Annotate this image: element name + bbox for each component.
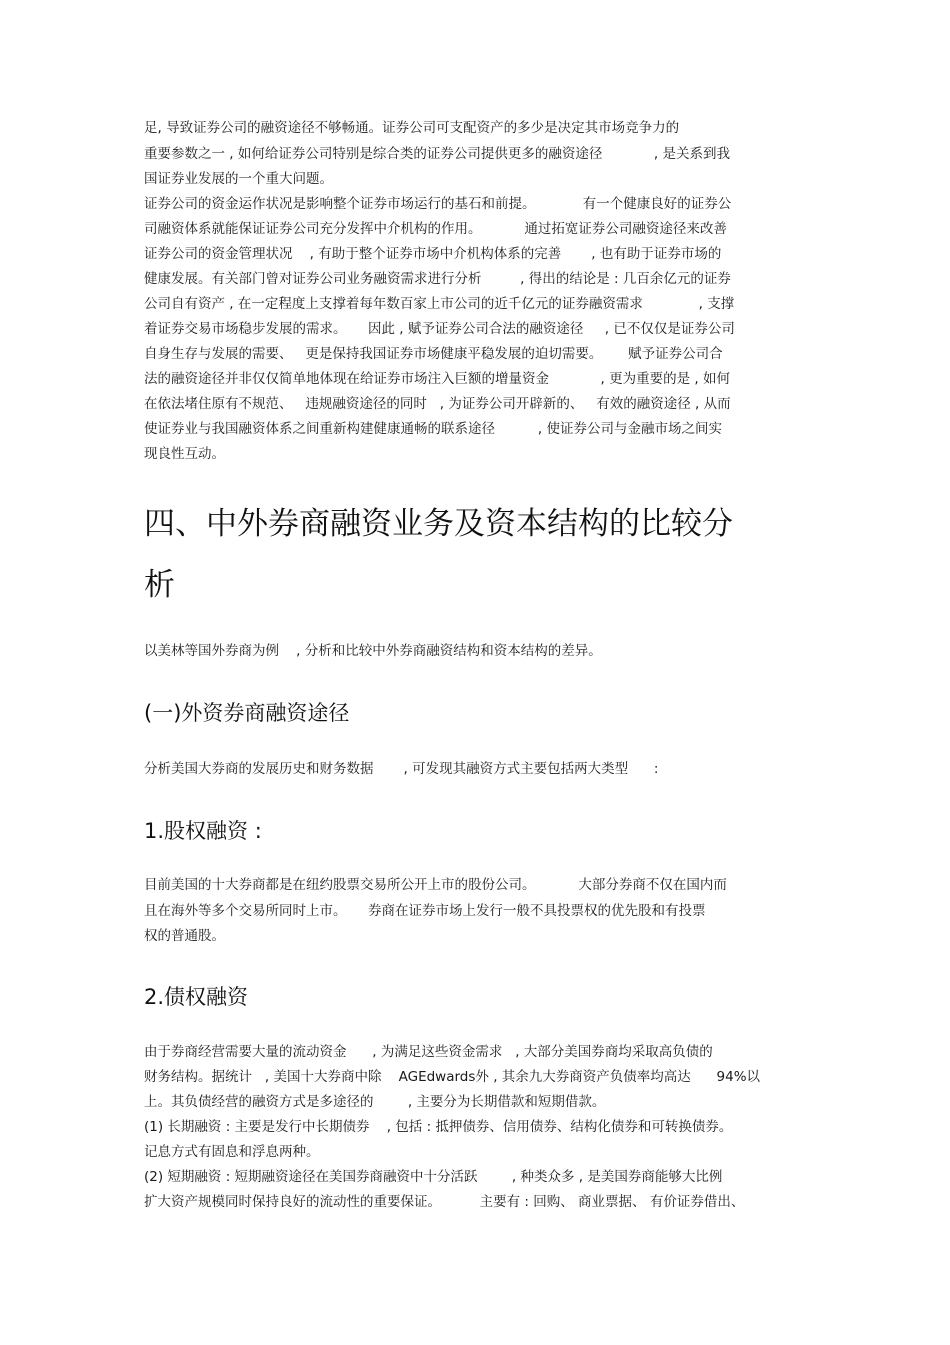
paragraph-line: 自身生存与发展的需要、 更是保持我国证券市场健康平稳发展的迫切需要。 赋予证券公司合 <box>144 346 723 362</box>
paragraph-line: 由于券商经营需要大量的流动资金 , 为满足这些资金需求 , 大部分美国券商均采取高负债的 <box>144 1044 713 1060</box>
paragraph-line: 在依法堵住原有不规范、 违规融资途径的同时 , 为证券公司开辟新的、 有效的融资途径 , 从而 <box>144 396 731 412</box>
paragraph-line: 司融资体系就能保证证券公司充分发挥中介机构的作用。 通过拓宽证券公司融资途径来改善 <box>144 221 727 237</box>
paragraph-line: 公司自有资产 , 在一定程度上支撑着每年数百家上市公司的近千亿元的证券融资需求 , 支撑 <box>144 296 735 312</box>
subheading-equity-financing: 1.股权融资 : <box>144 819 262 843</box>
paragraph-line: 目前美国的十大券商都是在纽约股票交易所公开上市的股份公司。 大部分券商不仅在国内而 <box>144 877 727 893</box>
paragraph-line: 记息方式有固息和浮息两种。 <box>144 1144 320 1160</box>
section-heading: 四、中外券商融资业务及资本结构的比较分 <box>144 506 733 542</box>
paragraph-line: 权的普通股。 <box>144 928 225 944</box>
paragraph-line: (2) 短期融资 : 短期融资途径在美国券商融资中十分活跃 , 种类众多 , 是美国券商能够大比例 <box>144 1169 723 1185</box>
subsection-heading: (一)外资券商融资途径 <box>144 701 350 725</box>
paragraph-line: 证券公司的资金管理状况 , 有助于整个证券市场中介机构体系的完善 , 也有助于证券市场的 <box>144 246 722 262</box>
intro-text: 以美林等国外券商为例 , 分析和比较中外券商融资结构和资本结构的差异。 <box>144 643 602 659</box>
subheading-debt-financing: 2.债权融资 <box>144 985 249 1009</box>
paragraph-line: 重要参数之一 , 如何给证券公司特别是综合类的证券公司提供更多的融资途径 , 是关系到我 <box>144 146 730 162</box>
paragraph-line: 足, 导致证券公司的融资途径不够畅通。证券公司可支配资产的多少是决定其市场竞争力的 <box>144 120 680 136</box>
paragraph-line: (1) 长期融资 : 主要是发行中长期债券 , 包括 : 抵押债券、信用债券、结构化债券和可转换债券。 <box>144 1119 733 1135</box>
subsection-intro: 分析美国大券商的发展历史和财务数据 , 可发现其融资方式主要包括两大类型 : <box>144 761 659 777</box>
section-heading-continued: 析 <box>144 567 175 603</box>
paragraph-line: 财务结构。据统计 , 美国十大券商中除 AGEdwards外 , 其余九大券商资产负债率均高达 94%以 <box>144 1069 761 1085</box>
paragraph-line: 证券公司的资金运作状况是影响整个证券市场运行的基石和前提。 有一个健康良好的证券公 <box>144 196 732 212</box>
paragraph-line: 着证券交易市场稳步发展的需求。 因此 , 赋予证券公司合法的融资途径 , 已不仅仅是证券公司 <box>144 321 735 337</box>
paragraph-line: 上。其负债经营的融资方式是多途径的 , 主要分为长期借款和短期借款。 <box>144 1094 606 1110</box>
paragraph-line: 使证券业与我国融资体系之间重新构建健康通畅的联系途径 , 使证券公司与金融市场之间实 <box>144 421 722 437</box>
paragraph-line: 健康发展。有关部门曾对证券公司业务融资需求进行分析 , 得出的结论是 : 几百余亿元的证券 <box>144 271 731 287</box>
paragraph-line: 且在海外等多个交易所同时上市。 券商在证券市场上发行一般不具投票权的优先股和有投票 <box>144 903 706 919</box>
paragraph-line: 现良性互动。 <box>144 446 225 462</box>
paragraph-line: 扩大资产规模同时保持良好的流动性的重要保证。 主要有 : 回购、 商业票据、 有价证券借出、 <box>144 1194 745 1210</box>
paragraph-line: 国证券业发展的一个重大问题。 <box>144 171 333 187</box>
paragraph-line: 法的融资途径并非仅仅简单地体现在给证券市场注入巨额的增量资金 , 更为重要的是 , 如何 <box>144 371 730 387</box>
